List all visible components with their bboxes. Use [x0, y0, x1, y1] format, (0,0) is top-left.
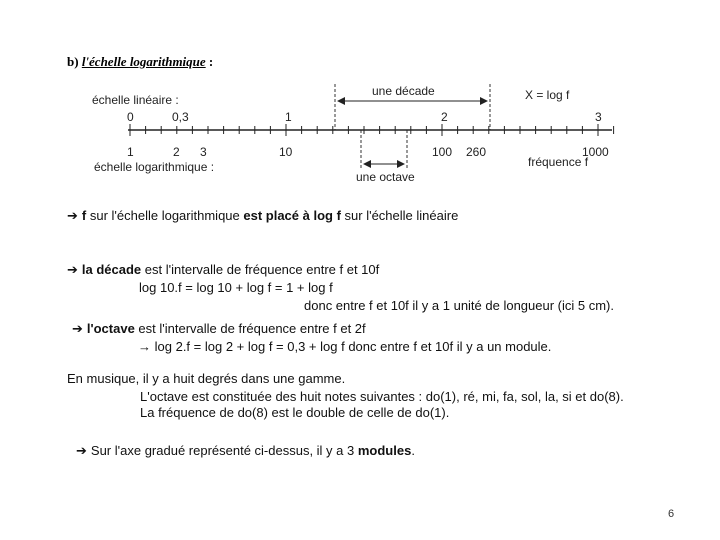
para-octave: [72, 321, 366, 337]
heading-prefix: b): [67, 54, 79, 69]
right-arrow-icon: ➔: [67, 262, 78, 277]
para3-bold: l'octave: [86, 321, 135, 336]
para4-line1: En musique, il y a huit degrés dans une gamme.: [67, 371, 346, 386]
para4-line2: L'octave est constituée des huit notes suivantes : do(1), ré, mi, fa, sol, la, si et do(8).: [140, 389, 624, 404]
octave-label: une octave: [356, 170, 415, 184]
bottom-tick-label: 260: [466, 145, 487, 159]
para1-f: f: [81, 208, 87, 223]
small-arrow-icon: →: [138, 339, 155, 354]
top-tick-label: 1: [285, 110, 292, 124]
para1-text2: sur l'échelle linéaire: [340, 208, 459, 223]
para3-line2-text: log 2.f = log 2 + log f = 0,3 + log f donc entre f et 10f il y a un module.: [154, 339, 552, 354]
top-tick-label: 0: [127, 110, 134, 124]
frequency-label: fréquence f: [528, 155, 589, 169]
para-modules: [76, 443, 415, 459]
para-log-placement: [67, 208, 458, 224]
para-decade: [67, 262, 379, 278]
x-log-label: X = log f: [525, 88, 570, 102]
page-number: 6: [668, 508, 675, 520]
top-tick-label: 3: [595, 110, 602, 124]
heading-title: l'échelle logarithmique: [81, 54, 206, 69]
bottom-tick-label: 2: [173, 145, 180, 159]
para3-line2: [138, 339, 551, 354]
right-arrow-icon: ➔: [72, 321, 83, 336]
para1-text1: sur l'échelle logarithmique: [86, 208, 244, 223]
para4-line3: La fréquence de do(8) est le double de celle de do(1).: [140, 405, 450, 420]
bottom-tick-label: 100: [432, 145, 453, 159]
decade-label: une décade: [372, 84, 435, 98]
para3-text1: est l'intervalle de fréquence entre f et 2f: [134, 321, 366, 336]
bottom-tick-label: 1: [127, 145, 134, 159]
para1-bold: est placé à log f: [243, 208, 341, 223]
linear-scale-label: échelle linéaire :: [92, 93, 179, 107]
top-tick-label: 2: [441, 110, 448, 124]
bottom-tick-label: 3: [200, 145, 207, 159]
para2-line2: log 10.f = log 10 + log f = 1 + log f: [139, 280, 333, 295]
top-tick-label: 0,3: [172, 110, 189, 124]
para5-text1: Sur l'axe gradué représenté ci-dessus, il y a 3: [90, 443, 358, 458]
bottom-tick-label: 10: [279, 145, 293, 159]
heading-suffix: :: [208, 54, 214, 69]
para5-text2: .: [411, 443, 415, 458]
para2-bold: la décade: [81, 262, 142, 277]
right-arrow-icon: ➔: [67, 208, 78, 223]
para5-bold: modules: [357, 443, 412, 458]
para2-line3: donc entre f et 10f il y a 1 unité de longueur (ici 5 cm).: [304, 298, 615, 313]
bottom-tick-label: 1000: [582, 145, 609, 159]
para2-text1: est l'intervalle de fréquence entre f et 10f: [141, 262, 380, 277]
right-arrow-icon: ➔: [76, 443, 87, 458]
log-scale-label: échelle logarithmique :: [94, 160, 215, 174]
